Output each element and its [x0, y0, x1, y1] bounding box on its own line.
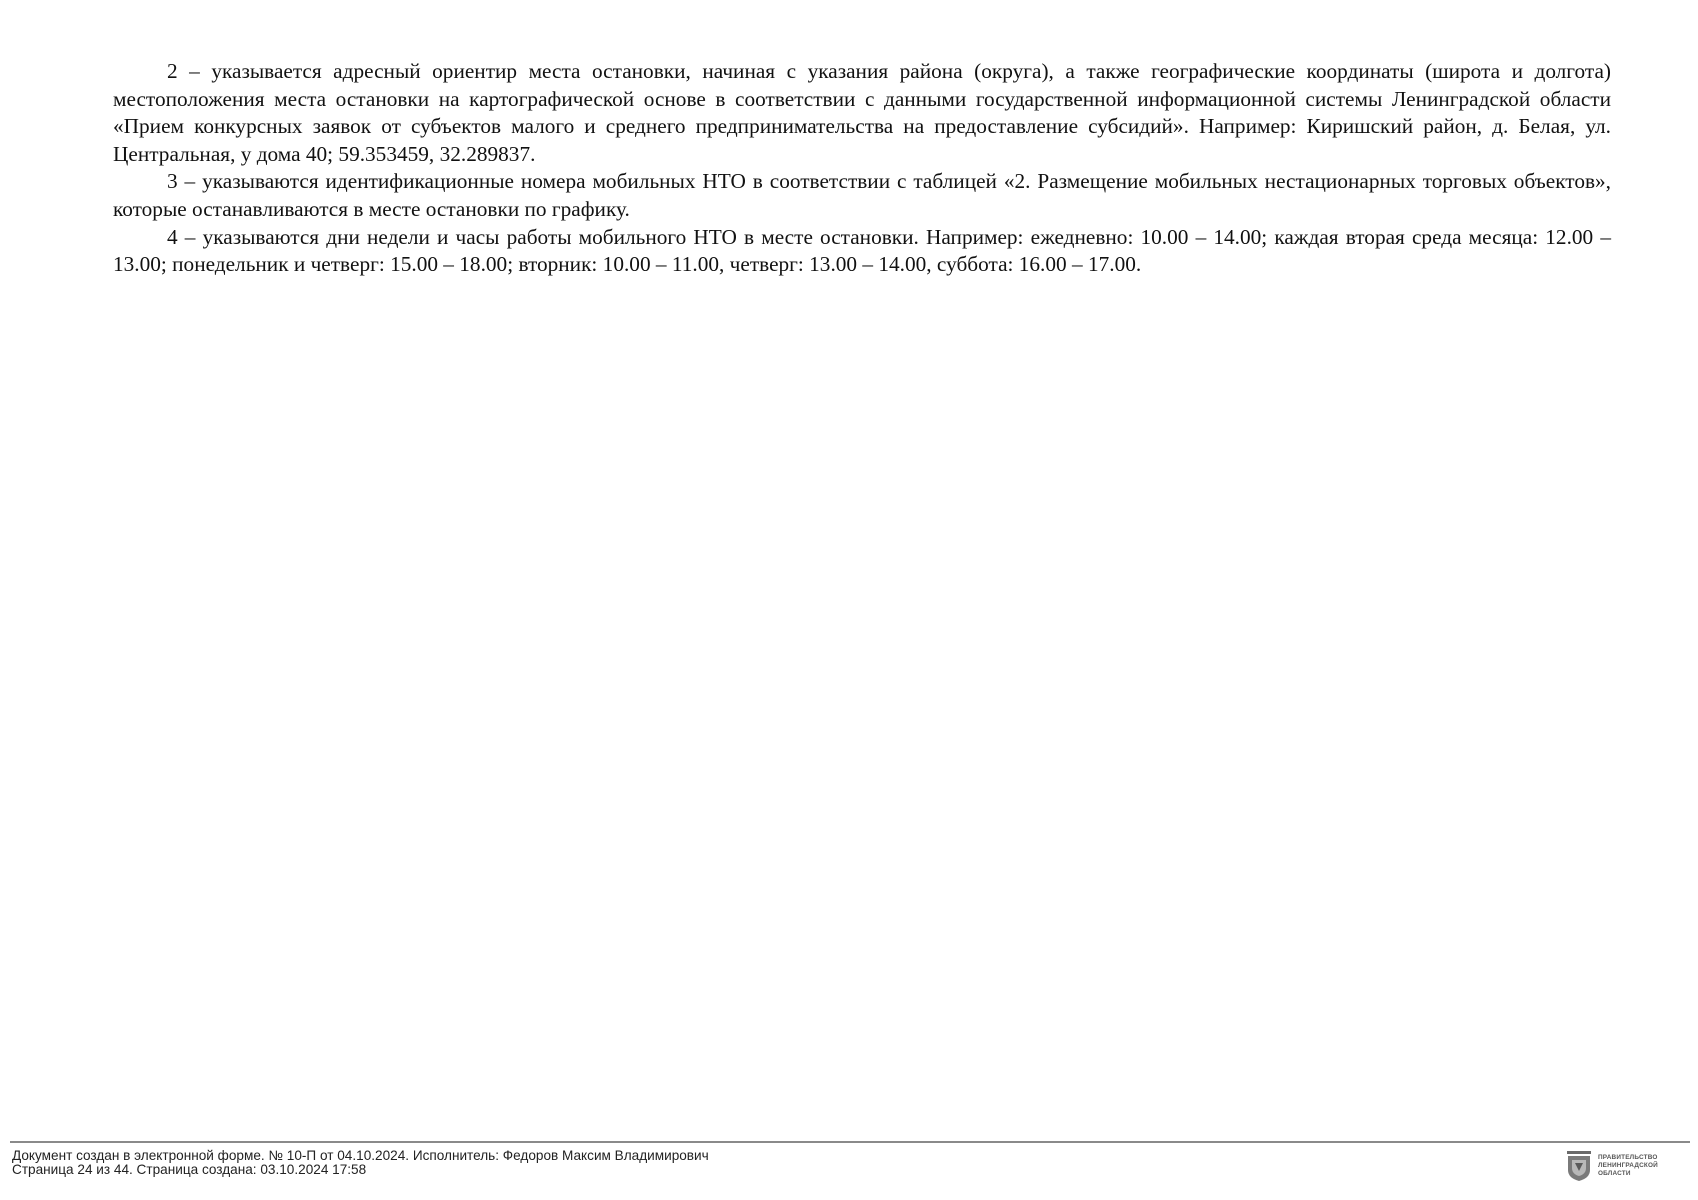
org-name-line-1: ПРАВИТЕЛЬСТВО	[1598, 1154, 1658, 1161]
footer-document-info: Документ создан в электронной форме. № 10-П от 04.10.2024. Исполнитель: Федоров Максим Владимирович	[12, 1148, 709, 1163]
document-body	[113, 58, 1611, 279]
org-name-line-3: ОБЛАСТИ	[1598, 1170, 1631, 1177]
government-logo	[1566, 1149, 1684, 1183]
footnote-2: 2 – указывается адресный ориентир места остановки, начиная с указания района (округа), а также географические координаты (широта и долгота) местоположения места остановки на картографической основе в соответствии с данными государственной информационной системы Ленинградской области «Прием конкурсных заявок от субъектов малого и среднего предпринимательства на предоставление субсидий». Например: Киришский район, д. Белая, ул. Центральная, у дома 40; 59.353459, 32.289837.	[113, 59, 1611, 166]
footnote-3: 3 – указываются идентификационные номера мобильных НТО в соответствии с таблицей «2. Размещение мобильных нестационарных торговых объектов», которые останавливаются в месте остановки по графику.	[113, 169, 1611, 221]
footer-divider	[10, 1141, 1690, 1143]
footer-page-info: Страница 24 из 44. Страница создана: 03.10.2024 17:58	[12, 1162, 367, 1177]
organization-name	[1598, 1154, 1658, 1178]
page-footer	[12, 1149, 709, 1177]
coat-of-arms-icon	[1566, 1150, 1592, 1182]
org-name-line-2: ЛЕНИНГРАДСКОЙ	[1598, 1162, 1658, 1169]
footnote-4: 4 – указываются дни недели и часы работы мобильного НТО в месте остановки. Например: ежедневно: 10.00 – 14.00; каждая вторая среда месяца: 12.00 – 13.00; понедельник и четверг: 15.00 – 18.00; вторник: 10.00 – 11.00, четверг: 13.00 – 14.00, суббота: 16.00 – 17.00.	[113, 224, 1611, 277]
